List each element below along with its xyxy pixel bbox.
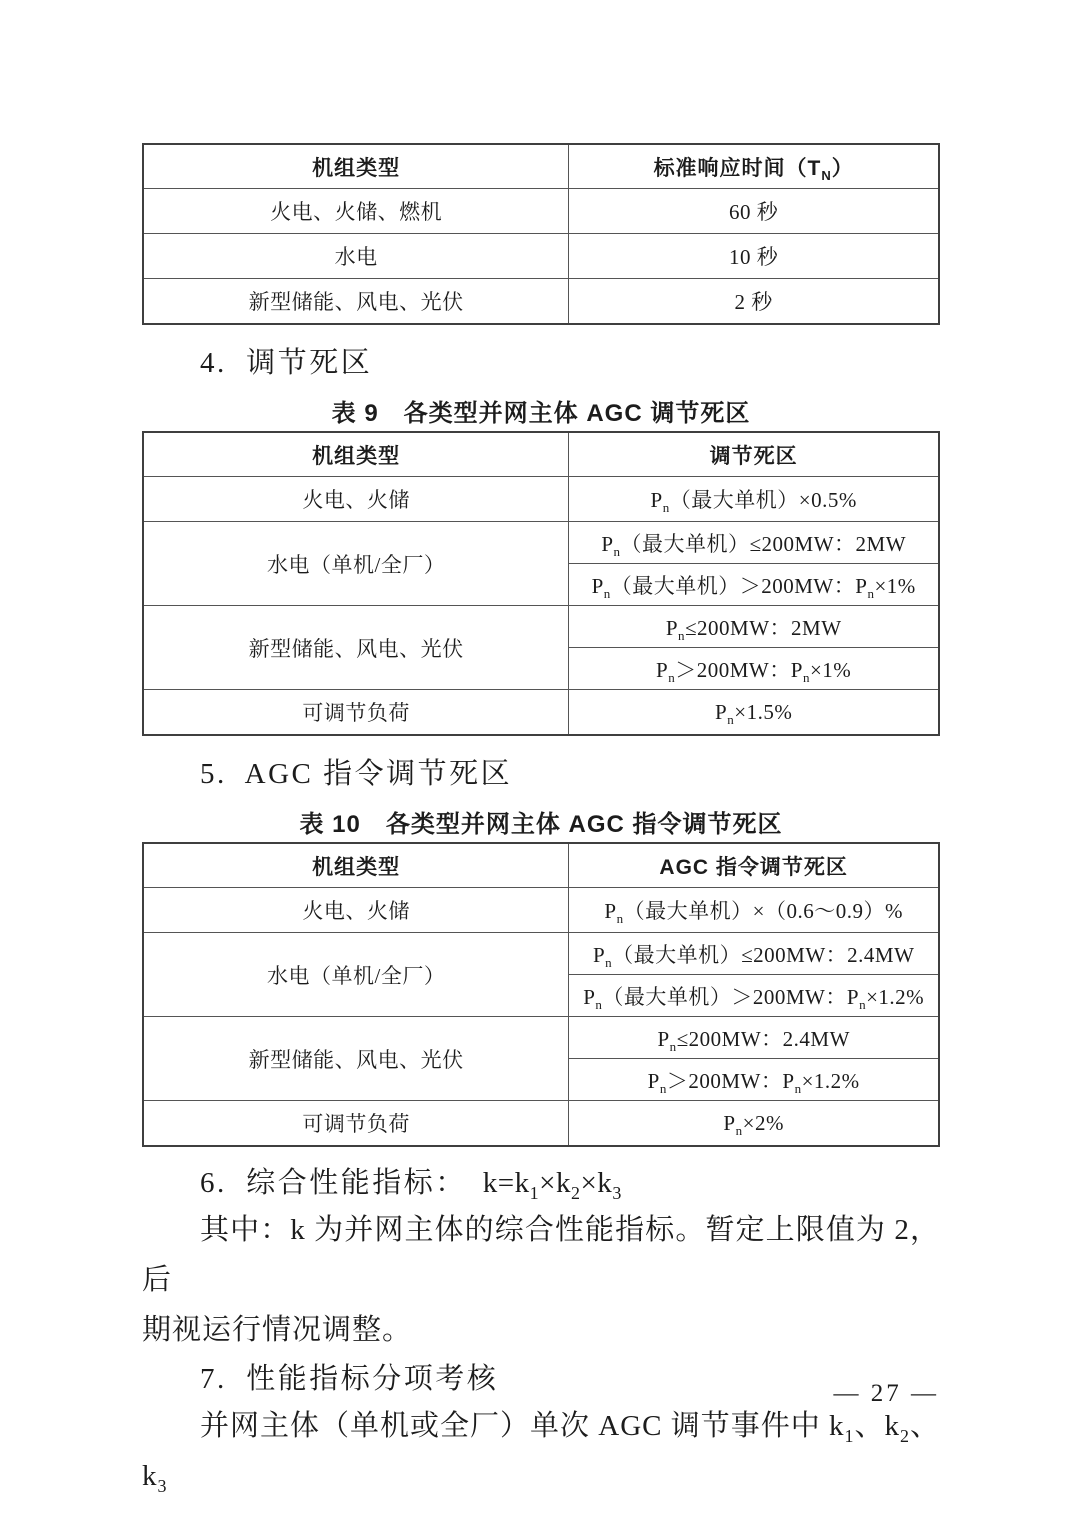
value-cell: $P_n>200MW$：$P_n\times 1.2\%$ [569, 1059, 939, 1101]
table-row [143, 1017, 939, 1059]
table-row [143, 1101, 939, 1147]
table-row [143, 477, 939, 522]
value-cell: $P_n\le 200MW$：2MW [569, 606, 939, 648]
table-header-row [143, 843, 939, 888]
paragraph-line: 其中：k 为并网主体的综合性能指标。暂定上限值为 2，后 [142, 1214, 940, 1296]
column-header: 调节死区 [569, 432, 939, 477]
section-heading-7: 7. 性能指标分项考核 [200, 1363, 499, 1395]
unit-type-cell: 可调节负荷 [143, 1101, 569, 1147]
table-row [143, 234, 939, 279]
column-header: 标准响应时间$(T_N)$ [569, 144, 939, 189]
table-row [143, 690, 939, 736]
paragraph-6 [142, 1205, 940, 1355]
value-cell: $P_n$（最大单机）＞200MW：$P_n\times 1.2\%$ [569, 975, 939, 1017]
unit-type-cell: 新型储能、风电、光伏 [143, 606, 569, 690]
heading-6-label: 6. 综合性能指标： [200, 1167, 467, 1199]
table-row [143, 888, 939, 933]
table10-caption: 表 10 各类型并网主体 AGC 指令调节死区 [299, 811, 783, 838]
paragraph-7 [142, 1401, 940, 1501]
agc-deadband-table [142, 431, 940, 736]
unit-type-cell: 水电（单机/全厂） [143, 522, 569, 606]
table-header-row [143, 432, 939, 477]
table-header-row [143, 144, 939, 189]
column-header: 机组类型 [143, 843, 569, 888]
table-row [143, 189, 939, 234]
table9-caption: 表 9 各类型并网主体 AGC 调节死区 [331, 400, 751, 427]
value-cell: $P_n$（最大单机）≤200MW：2.4MW [569, 933, 939, 975]
paragraph-line: 并网主体（单机或全厂）单次 AGC 调节事件中 $k_1$、$k_2$、$k_3$ [142, 1410, 940, 1496]
value-cell: $P_n\le 200MW$：2.4MW [569, 1017, 939, 1059]
unit-type-cell: 火电、火储 [143, 888, 569, 933]
value-cell: $P_n\times 2\%$ [569, 1101, 939, 1147]
paragraph-line: 期视运行情况调整。 [142, 1314, 413, 1346]
response-time-table [142, 143, 940, 325]
value-cell: 10 秒 [569, 234, 939, 279]
value-cell: 2 秒 [569, 279, 939, 325]
section-heading-4: 4. 调节死区 [200, 347, 373, 379]
value-cell: $P_n$（最大单机）≤200MW：2MW [569, 522, 939, 564]
value-cell: $P_n$（最大单机）×（0.6～0.9）% [569, 888, 939, 933]
unit-type-cell: 火电、火储 [143, 477, 569, 522]
page-number: — 27 — [833, 1380, 939, 1407]
section-heading-5: 5. AGC 指令调节死区 [200, 758, 513, 790]
value-cell: 60 秒 [569, 189, 939, 234]
table-row [143, 279, 939, 325]
table-row [143, 606, 939, 648]
table-row [143, 522, 939, 564]
unit-type-cell: 水电 [143, 234, 569, 279]
value-cell: $P_n>200MW$：$P_n\times 1\%$ [569, 648, 939, 690]
unit-type-cell: 新型储能、风电、光伏 [143, 1017, 569, 1101]
k-formula: $k=k_1\times k_2\times k_3$ [482, 1167, 622, 1203]
column-header: AGC 指令调节死区 [569, 843, 939, 888]
column-header: 机组类型 [143, 432, 569, 477]
unit-type-cell: 可调节负荷 [143, 690, 569, 736]
column-header: 机组类型 [143, 144, 569, 189]
unit-type-cell: 火电、火储、燃机 [143, 189, 569, 234]
table-row [143, 933, 939, 975]
page-content [142, 143, 940, 1501]
value-cell: $P_n$（最大单机）×0.5% [569, 477, 939, 522]
value-cell: $P_n\times 1.5\%$ [569, 690, 939, 736]
unit-type-cell: 水电（单机/全厂） [143, 933, 569, 1017]
agc-command-deadband-table [142, 842, 940, 1147]
section-heading-6 [142, 1161, 940, 1205]
value-cell: $P_n$（最大单机）＞200MW：$P_n\times 1\%$ [569, 564, 939, 606]
unit-type-cell: 新型储能、风电、光伏 [143, 279, 569, 325]
